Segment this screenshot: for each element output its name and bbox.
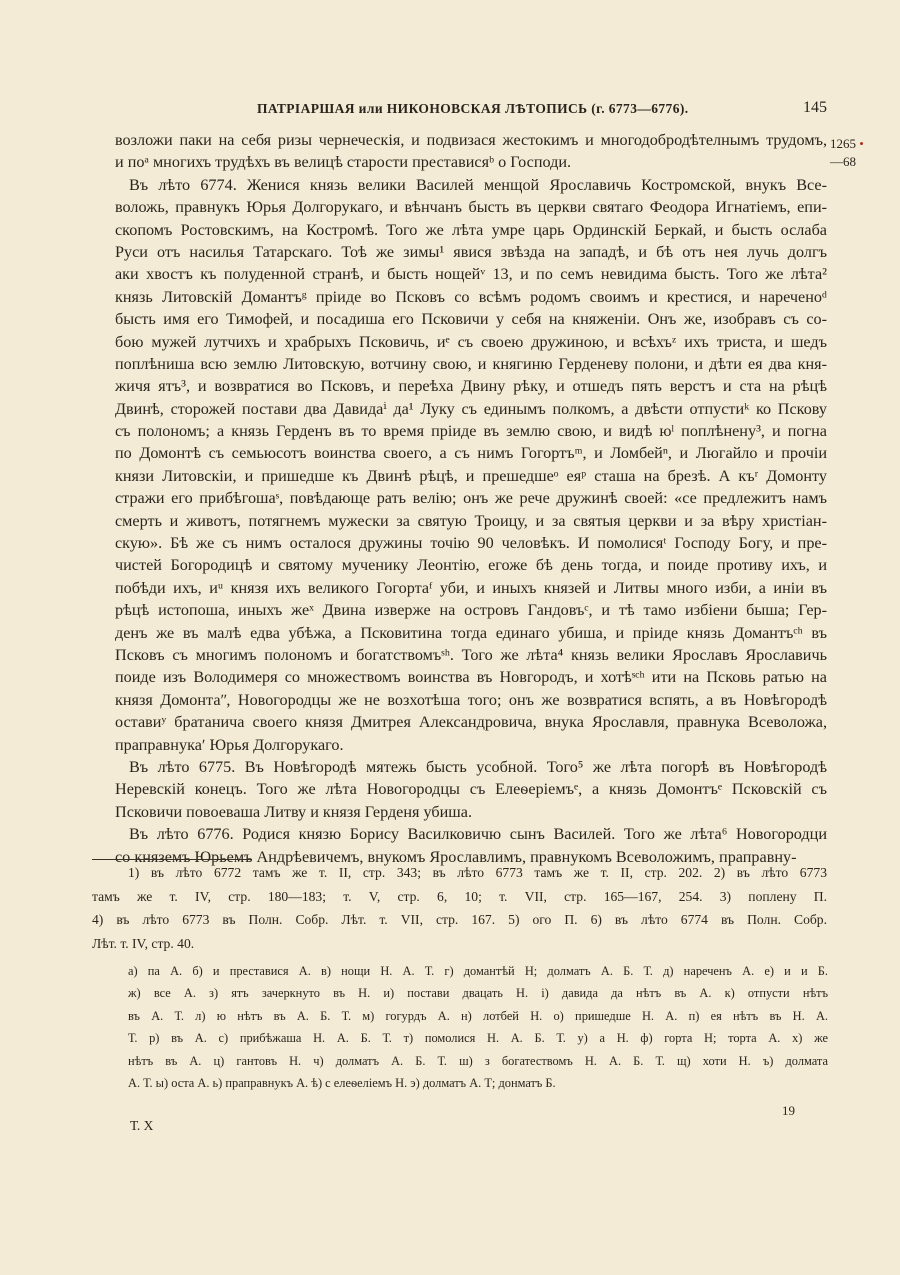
footnote-divider xyxy=(92,859,252,860)
footnote-line: 4) въ лѣто 6773 въ Полн. Собр. Лѣт. т. VII, стр. 167. 5) ого П. 6) въ лѣто 6774 въ Полн. Собр. xyxy=(92,912,827,927)
margin-year-end: —68 xyxy=(830,154,856,169)
text-line: возложи паки на себя ризы чернеческія, и подвизася жестокимъ и многодобродѣтелнымъ трудомъ, xyxy=(115,131,827,149)
text-line: князь Литовскій Домантъᵍ пріиде во Псковъ со всѣмъ родомъ своимъ и крестися, и нареченоᵈ xyxy=(115,287,827,306)
footnote-line: Лѣт. т. IV, стр. 40. xyxy=(92,935,195,951)
text-line: смерть и животъ, потягнемъ мужески за святую Троицу, и за святыя церкви и за вѣру христіан- xyxy=(115,511,827,530)
text-line: бысть имя его Тимофей, и посадиша его Псковичи у себя на княженіи. Онъ же, изобравъ съ со- xyxy=(115,310,827,329)
running-header xyxy=(115,101,827,123)
text-line: оставиʸ братанича своего князя Дмитрея Александровича, внука Ярославля, правнука Всеволожа, xyxy=(115,713,827,732)
variant-line: Т. р) въ А. с) прибѣжаша Н. А. Б. Т. т) помолися Н. А. Б. Т. у) а Н. ф) горта Н; торта А. х) же xyxy=(128,1031,828,1046)
text-line: Двинѣ, сторожей постави два Давидаⁱ да¹ Луку съ единымъ полкомъ, а двѣсти отпустиᵏ ко Пскову xyxy=(115,399,827,418)
text-line: Псковъ съ многимъ полономъ и богатствомъˢʰ. Того же лѣта⁴ князь велики Ярославъ Ярославичь xyxy=(115,645,827,664)
text-line: по Домонтѣ съ семьюсотъ воинства своего, а съ нимъ Гогортъᵐ, и Ломбейⁿ, и Люгайло и прочіи xyxy=(115,444,827,463)
text-line: Неревскій конецъ. Того же лѣта Новогородцы съ Елеѳеріемъᵉ, а князь Домонтъᵉ Псковскій съ xyxy=(115,780,827,799)
footnotes-numeric xyxy=(92,861,827,955)
text-line: Въ лѣто 6776. Родися князю Борису Василковичю сынъ Василей. Того же лѣта⁶ Новогородци xyxy=(129,825,827,844)
text-line: жичя ятъ³, и возвратися во Псковъ, и переѣха Двину рѣку, и отшедъ пять верстъ и ста на рѣцѣ xyxy=(115,377,827,396)
variant-line: въ А. Т. л) ю нѣтъ въ А. Б. Т. м) гогурдъ А. н) лотбей Н. о) пришедше Н. А. п) ея нѣтъ въ Н. А. xyxy=(128,1008,828,1023)
signature-mark: Т. X xyxy=(130,1118,154,1133)
sheet-number: 19 xyxy=(782,1103,795,1118)
text-line: съ полономъ; а князь Герденъ въ то время пріиде въ землю свою, и видѣ юˡ поплѣнену³, и погна xyxy=(115,422,827,441)
text-line: Въ лѣто 6775. Въ Новѣгородѣ мятежь бысть усобной. Того⁵ же лѣта погорѣ въ Новѣгородѣ xyxy=(129,757,827,776)
text-line: побѣди ихъ, иᵘ князя ихъ великого Гогортаᶠ уби, и иныхъ князей и Литвы много изби, а иніи въ xyxy=(115,578,827,597)
text-line: воложь, правнукъ Юрья Долгорукаго, и вѣнчанъ бысть въ церкви святаго Феодора Игнатіемъ, епи- xyxy=(115,198,827,217)
text-line: Псковичи повоеваша Литву и князя Герденя убиша. xyxy=(115,802,472,821)
text-line: праправнукаʹ Юрья Долгорукаго. xyxy=(115,735,344,754)
text-line: скопомъ Ростовскимъ, на Костромѣ. Того же лѣта умре царь Ординскій Беркай, и бысть ослаба xyxy=(115,220,827,239)
variant-line: нѣтъ въ А. ц) гантовъ Н. ч) долматъ А. Б. Т. ш) з богатествомъ Н. А. Б. Т. щ) хоти Н. ъ) долмата xyxy=(128,1053,828,1068)
page-title: ПАТРІАРШАЯ или НИКОНОВСКАЯ ЛѢТОПИСЬ (г. 6773—6776). xyxy=(257,101,689,116)
text-line: скую». Бѣ же съ нимъ осталося дружины точію 90 человѣкъ. И помолисяᵗ Господу Богу, и пре- xyxy=(115,534,827,553)
margin-year-note xyxy=(830,135,864,171)
page-number: 145 xyxy=(803,99,827,116)
margin-dot-icon: • xyxy=(859,136,864,151)
text-line: и поᵃ многихъ трудѣхъ въ велицѣ старости престависяᵇ о Господи. xyxy=(115,153,572,172)
variant-line: а) па А. б) и преставися А. в) нощи Н. А. Т. г) домантѣй Н; долматъ А. Б. Т. д) нареченъ А. е) и и Б. xyxy=(128,964,828,978)
text-line: князи Литовскіи, и пришедше къ Двинѣ рѣцѣ, и прешедшеᵒ еяᵖ сташа на брезѣ. А къʳ Домонту xyxy=(115,466,827,485)
footnote-line: тамъ же т. IV, стр. 180—183; т. V, стр. 6, 10; т. VII, стр. 165—167, 254. 3) поплену П. xyxy=(92,888,827,904)
text-line: стражи его прибѣгошаˢ, повѣдающе рать велію; онъ же рече дружинѣ своей: «се предлежитъ намъ xyxy=(115,489,827,508)
text-line: Въ лѣто 6774. Женися князь велики Василей менщой Ярославичь Костромской, внукъ Все- xyxy=(129,175,827,194)
main-text xyxy=(115,129,827,868)
text-line: князя Домонтаʺ, Новогородцы же не возхотѣша того; онъ же возвратися вспять, а въ Новѣгородѣ xyxy=(115,690,827,709)
text-line: бою мужей лутчихъ и храбрыхъ Псковичь, иᵉ съ своею дружиною, и всѣхъᶻ ихъ триста, и шедъ xyxy=(115,332,827,351)
text-line: поиде изъ Володимеря со множествомъ воинства въ Новгородъ, и хотѣˢᶜʰ ити на Псковь ратью на xyxy=(115,668,827,687)
variant-line: ж) все А. з) ятъ зачеркнуто въ Н. и) постави двацать Н. і) давида да нѣтъ въ А. к) отпусти нѣтъ xyxy=(128,986,828,1001)
text-line: Руси отъ насилья Татарскаго. Тоѣ же зимы¹ явися звѣзда на западѣ, и бѣ отъ нея лучь долгъ xyxy=(115,242,827,261)
margin-year: 1265 xyxy=(830,136,856,151)
text-line: денъ же въ малѣ едва убѣжа, а Псковитина тогда единаго убиша, и пріиде князь Домантъᶜʰ въ xyxy=(115,623,827,642)
text-line: со княземъ Юрьемъ Андрѣевичемъ, внукомъ Ярославлимъ, правнукомъ Всеволожимъ, праправну- xyxy=(115,847,797,866)
footnote-line: 1) въ лѣто 6772 тамъ же т. II, стр. 343; въ лѣто 6773 тамъ же т. II, стр. 202. 2) въ лѣто 6773 xyxy=(128,865,827,880)
footnotes-variant-readings xyxy=(128,960,828,1094)
text-line: аки хвостъ къ полуденной странѣ, и бысть нощейᵛ 13, и по семъ невидима бысть. Того же лѣта² xyxy=(115,265,827,284)
text-line: рѣцѣ истопоша, иныхъ жеˣ Двина изверже на островъ Гандовъᶜ, и тѣ тамо избіени быша; Гер- xyxy=(115,601,827,620)
text-line: чистей Богородицѣ и святому мученику Леонтію, егоже бѣ день тогда, и поиде противу ихъ, и xyxy=(115,556,827,575)
text-line: поплѣниша всю землю Литовскую, вотчину свою, и княгиню Герденеву полони, и дѣти ея два кня- xyxy=(115,354,827,373)
variant-line: А. Т. ы) оста А. ь) праправнукъ А. ѣ) с елеѳеліемъ Н. э) долматъ А. Т; донматъ Б. xyxy=(128,1076,556,1091)
